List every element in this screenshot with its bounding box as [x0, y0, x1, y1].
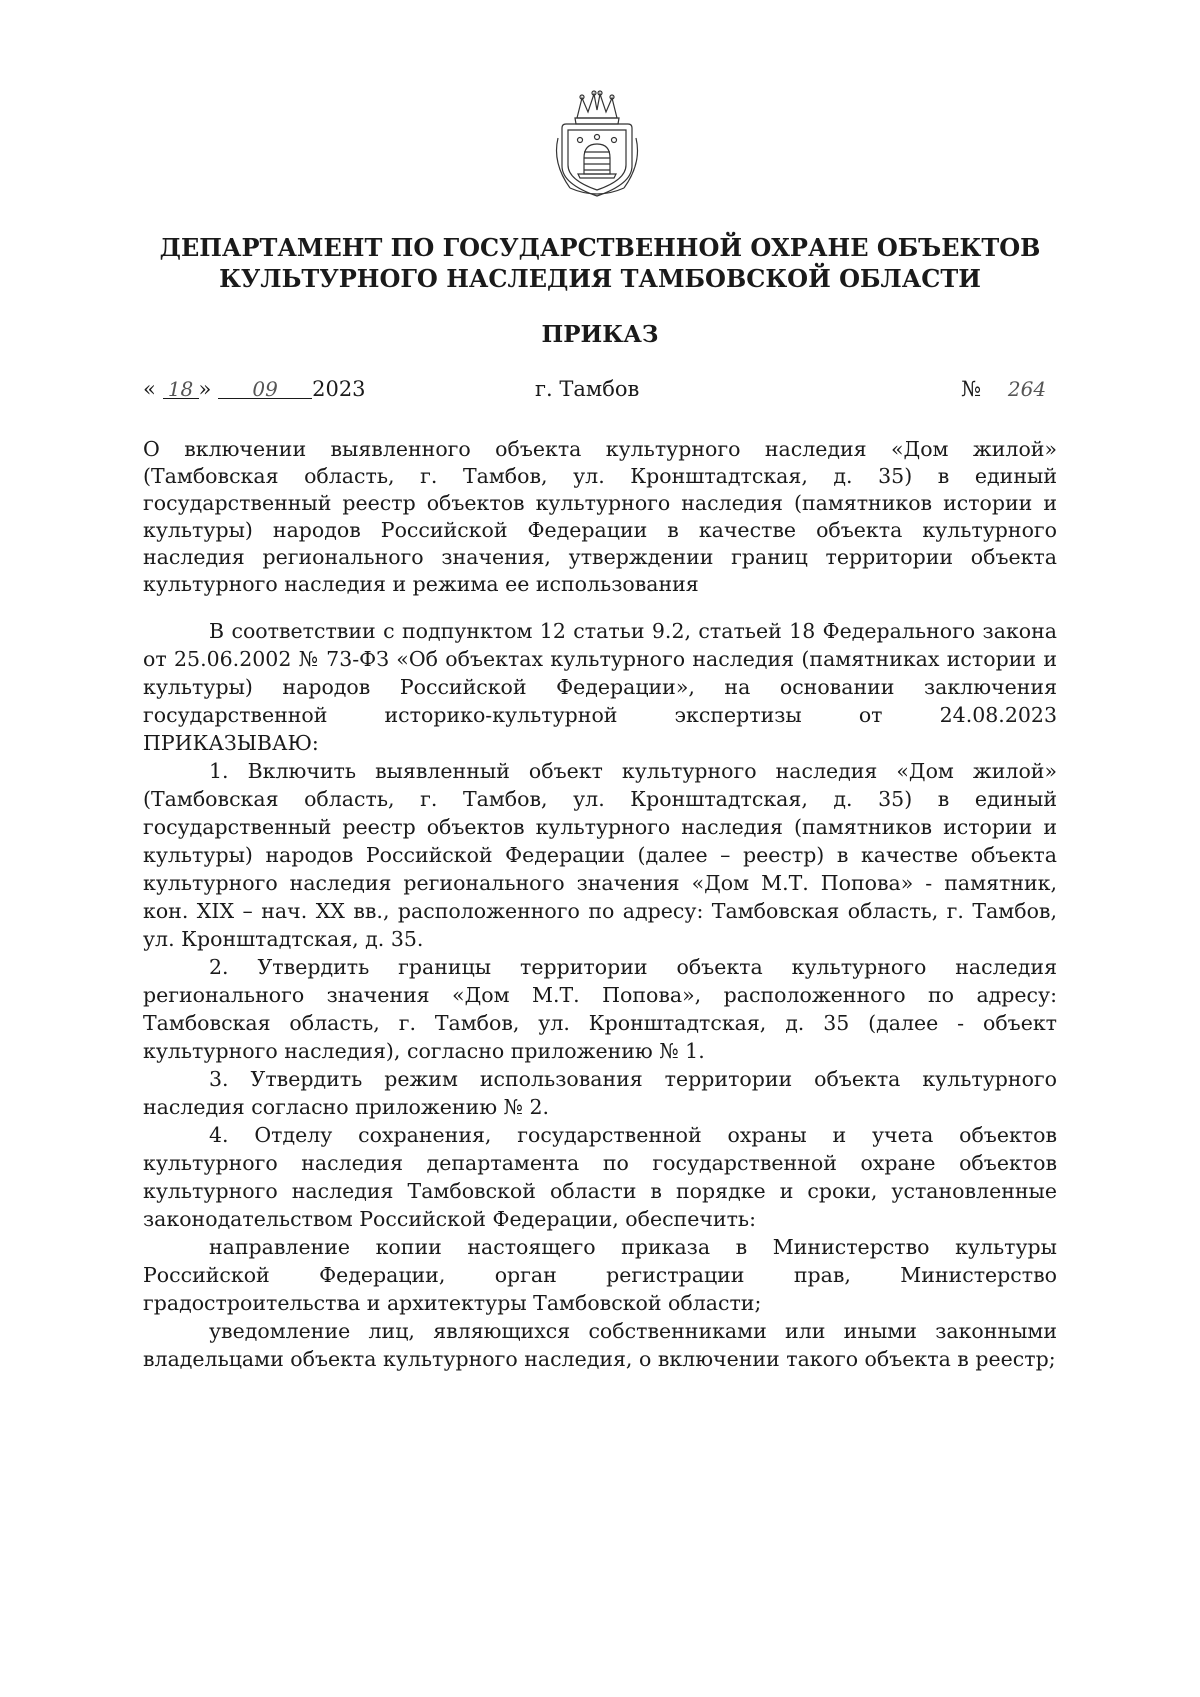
- order-number-value: 264: [1007, 377, 1047, 401]
- item-4-sub-2: уведомление лиц, являющихся собственниками или иными законными владельцами объекта культурного наследия, о включении такого объекта в реестр;: [143, 1319, 1057, 1371]
- open-quote: «: [143, 377, 156, 401]
- department-line-1: ДЕПАРТАМЕНТ ПО ГОСУДАРСТВЕННОЙ ОХРАНЕ ОБЪЕКТОВ: [159, 233, 1041, 262]
- order-body: [143, 617, 1057, 1373]
- number-sign: №: [961, 377, 981, 401]
- date-month: 09: [218, 380, 312, 399]
- order-subject: О включении выявленного объекта культурного наследия «Дом жилой» (Тамбовская область, г. Тамбов, ул. Кронштадтская, д. 35) в единый государственный реестр объектов культурного наследия (памятников истории и культуры) народов Российской Федерации в качестве объекта культурного наследия регионального значения, утверждении границ территории объекта культурного наследия и режима ее использования: [143, 437, 1057, 596]
- order-number: [961, 377, 1057, 401]
- item-4: 4. Отделу сохранения, государственной охраны и учета объектов культурного наследия департамента по государственной охране объектов культурного наследия Тамбовской области в порядке и сроки, установленные законодательством Российской Федерации, обеспечить:: [143, 1123, 1057, 1231]
- date-line: [143, 377, 1057, 417]
- date-day: 18: [163, 380, 199, 399]
- department-line-2: КУЛЬТУРНОГО НАСЛЕДИЯ ТАМБОВСКОЙ ОБЛАСТИ: [219, 264, 981, 293]
- item-4-sub-1: направление копии настоящего приказа в Министерство культуры Российской Федерации, орган регистрации прав, Министерство градостроительства и архитектуры Тамбовской области;: [143, 1235, 1057, 1315]
- item-1: 1. Включить выявленный объект культурного наследия «Дом жилой» (Тамбовская область, г. Тамбов, ул. Кронштадтская, д. 35) в единый государственный реестр объектов культурного наследия (памятников истории и культуры) народов Российской Федерации (далее – реестр) в качестве объекта культурного наследия регионального значения «Дом М.Т. Попова» - памятник, кон. XIX – нач. XX вв., расположенного по адресу: Тамбовская область, г. Тамбов, ул. Кронштадтская, д. 35.: [143, 759, 1057, 951]
- tambov-coat-of-arms-icon: [544, 88, 650, 200]
- order-word: ПРИКАЗЫВАЮ:: [143, 731, 319, 755]
- item-3: 3. Утвердить режим использования территории объекта культурного наследия согласно приложению № 2.: [143, 1067, 1057, 1119]
- order-city: г. Тамбов: [535, 377, 640, 401]
- close-quote: »: [198, 377, 212, 401]
- order-date: [143, 377, 366, 401]
- preamble-paragraph: В соответствии с подпунктом 12 статьи 9.2, статьей 18 Федерального закона от 25.06.2002 № 73-ФЗ «Об объектах культурного наследия (памятниках истории и культуры) народов Российской Федерации», на основании заключения государственной историко-культурной экспертизы от 24.08.2023: [143, 619, 1057, 727]
- item-2: 2. Утвердить границы территории объекта культурного наследия регионального значения «Дом М.Т. Попова», расположенного по адресу: Тамбовская область, г. Тамбов, ул. Кронштадтская, д. 35 (далее - объект культурного наследия), согласно приложению № 1.: [143, 955, 1057, 1063]
- department-name: [120, 232, 1080, 294]
- date-year: 2023: [312, 377, 366, 401]
- document-title: ПРИКАЗ: [541, 321, 659, 348]
